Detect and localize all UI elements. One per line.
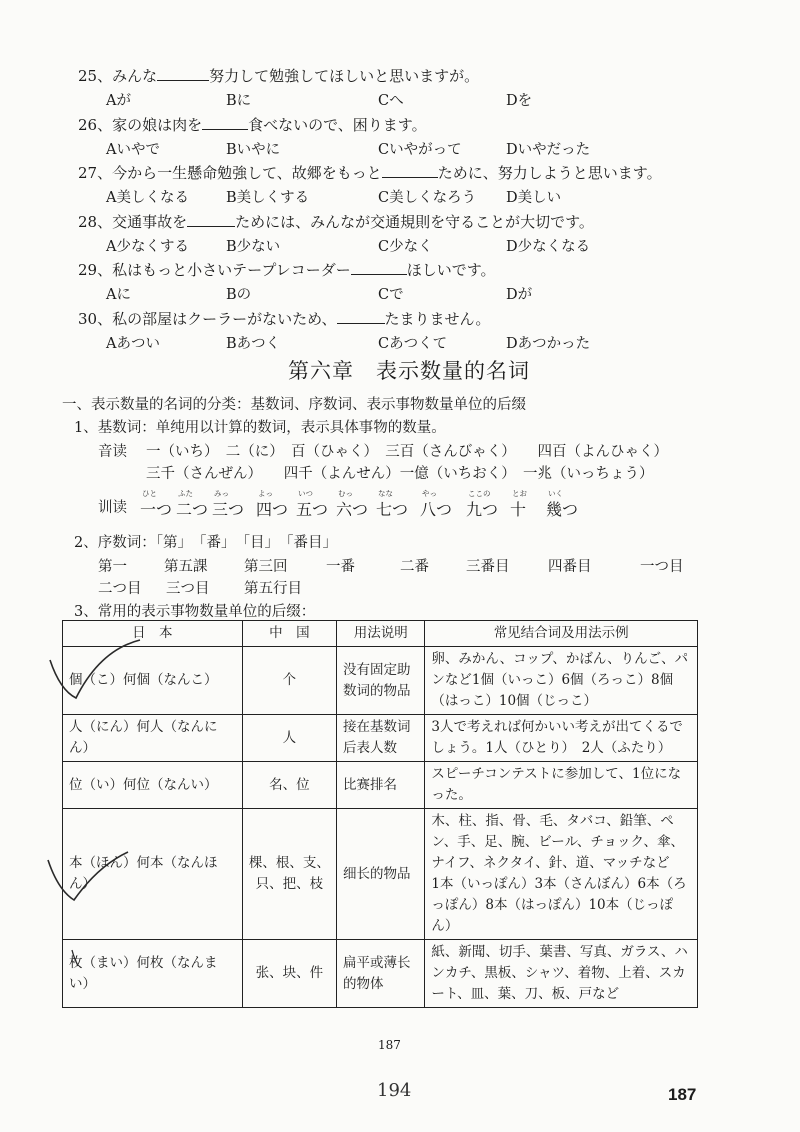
kunyomi-word: 七つ <box>376 500 409 519</box>
kunyomi-furigana: ひと <box>142 489 157 498</box>
question-28-option-d: D少なくなる <box>506 238 591 255</box>
cell-chinese-equivalent: 名、位 <box>242 762 336 809</box>
question-number: 28、 <box>78 212 113 231</box>
cell-chinese-equivalent: 个 <box>242 647 336 715</box>
cell-examples: 木、柱、指、骨、毛、タバコ、鉛筆、ペン、手、足、腕、ビール、チョック、傘、ナイフ、ネクタイ、針、道、マッチなど 1本（いっぽん）3本（さんぼん）6本（ろっぽん）8本（はっぽん）10本（じっぽん） <box>425 809 698 940</box>
kunyomi-word: 八つ <box>420 500 453 519</box>
cell-usage: 比赛排名 <box>337 762 425 809</box>
question-text-before: 今から一生懸命勉強して、故郷をもっと <box>112 164 382 182</box>
kunyomi-furigana: とお <box>512 489 527 498</box>
question-number: 26、 <box>78 115 113 134</box>
question-29-option-c: Cで <box>378 287 404 303</box>
onyomi-line-1: 一（いち） 二（に） 百（ひゃく） 三百（さんびゃく） 四百（よんひゃく） <box>146 444 668 460</box>
header-japan: 日 本 <box>63 621 243 647</box>
page-number-right: 187 <box>668 1085 697 1104</box>
question-number: 27、 <box>78 164 113 182</box>
kunyomi-word: 九つ <box>466 500 499 519</box>
question-text-before: 家の娘は肉を <box>112 115 203 134</box>
cell-japanese-counter: 位（い）何位（なんい） <box>63 762 243 809</box>
question-number: 30、 <box>78 309 113 328</box>
kunyomi-label: 训读 <box>98 500 127 516</box>
kunyomi-furigana: いつ <box>298 489 313 498</box>
check-mark-3 <box>72 950 78 966</box>
header-examples: 常见结合词及用法示例 <box>425 621 698 647</box>
page-number-center: 194 <box>377 1080 412 1101</box>
question-25-option-a: Aが <box>106 93 131 109</box>
question-26-option-b: Bいやに <box>226 141 281 158</box>
suffix-heading: 3、常用的表示事物数量单位的后缀： <box>74 604 316 620</box>
question-text-after: たまりません。 <box>384 309 491 328</box>
question-27-option-d: D美しい <box>506 190 562 206</box>
kunyomi-word: 四つ <box>256 500 289 519</box>
question-28-option-a: A少なくする <box>106 238 189 255</box>
chapter-title: 第六章 表示数量的名词 <box>288 359 530 383</box>
question-text-before: 私の部屋はクーラーがないため、 <box>112 309 337 328</box>
cell-japanese-counter: 本（ほん）何本（なんほん） <box>63 809 243 940</box>
kunyomi-furigana: よっ <box>258 489 273 498</box>
onyomi-line-2: 三千（さんぜん） 四千（よんせん）一億（いちおく） 一兆（いっちょう） <box>146 466 654 482</box>
ordinal-item: 四番目 <box>548 559 592 575</box>
ordinal-item: 二つ目 <box>98 581 142 597</box>
cell-chinese-equivalent: 棵、根、支、只、把、枝 <box>242 809 336 940</box>
header-usage: 用法说明 <box>337 621 425 647</box>
ordinal-item: 三つ目 <box>166 581 210 597</box>
ordinal-item: 一番 <box>326 559 355 575</box>
question-26-option-c: Cいやがって <box>378 141 462 158</box>
ordinal-heading: 2、序数词：「第」 「番」 「目」 「番目」 <box>74 535 337 551</box>
question-number: 29、 <box>78 261 113 279</box>
kunyomi-word: 三つ <box>212 500 245 519</box>
kunyomi-word: 二つ <box>176 500 209 519</box>
question-text-after: ために、努力しようと思います。 <box>437 164 662 182</box>
question-29-option-d: Dが <box>506 287 533 303</box>
kunyomi-word: 五つ <box>296 500 329 519</box>
page-number-inline: 187 <box>378 1038 401 1052</box>
cell-usage: 细长的物品 <box>337 809 425 940</box>
kunyomi-word: 一つ <box>140 500 173 519</box>
kunyomi-furigana: ここの <box>468 489 491 498</box>
question-text-after: ためには、みんなが交通規則を守ることが大切です。 <box>235 212 594 231</box>
question-27-option-b: B美しくする <box>226 190 310 206</box>
cell-usage: 没有固定助数词的物品 <box>337 647 425 715</box>
ordinal-item: 二番 <box>400 559 429 575</box>
question-30-option-c: Cあつくて <box>378 335 448 352</box>
question-27-option-a: A美しくなる <box>106 190 189 206</box>
kunyomi-word: 六つ <box>336 500 369 519</box>
cell-examples: 3人で考えれば何かいい考えが出てくるでしょう。1人（ひとり） 2人（ふたり） <box>425 715 698 762</box>
header-china: 中 国 <box>242 621 336 647</box>
question-25-option-b: Bに <box>226 93 252 109</box>
cell-examples: スピーチコンテストに参加して、1位になった。 <box>425 762 698 809</box>
ordinal-item: 第五行目 <box>244 581 302 597</box>
question-29-option-b: Bの <box>226 287 252 303</box>
kunyomi-furigana: やっ <box>422 489 437 498</box>
check-mark-1 <box>50 640 140 698</box>
check-mark-2 <box>48 852 128 900</box>
question-number: 25、 <box>78 67 113 85</box>
question-text-before: 私はもっと小さいテープレコーダー <box>112 261 351 279</box>
ordinal-item: 第五課 <box>164 559 208 575</box>
onyomi-label: 音读 <box>98 444 127 460</box>
question-30-option-a: Aあつい <box>106 335 160 352</box>
question-26-option-d: Dいやだった <box>506 141 591 158</box>
question-29-option-a: Aに <box>106 287 131 303</box>
question-text-after: 食べないので、困ります。 <box>248 115 427 134</box>
ordinal-item: 第三回 <box>244 559 288 575</box>
cell-usage: 接在基数词后表人数 <box>337 715 425 762</box>
question-30-option-b: Bあつく <box>226 335 281 352</box>
cell-chinese-equivalent: 张、块、件 <box>242 940 336 1008</box>
cell-chinese-equivalent: 人 <box>242 715 336 762</box>
section-heading: 一、表示数量的名词的分类：基数词、序数词、表示事物数量单位的后缀 <box>62 397 526 413</box>
cell-japanese-counter: 枚（まい）何枚（なんまい） <box>63 940 243 1008</box>
cell-examples: 卵、みかん、コップ、かばん、りんご、パンなど1個（いっこ）6個（ろっこ）8個（はっこ）10個（じっこ） <box>425 647 698 715</box>
ordinal-item: 一つ目 <box>640 559 684 575</box>
question-text-after: 努力して勉強してほしいと思いますが。 <box>209 67 480 85</box>
question-27-option-c: C美しくなろう <box>378 190 477 206</box>
question-25-option-c: Cへ <box>378 93 404 109</box>
kunyomi-furigana: ふた <box>178 489 193 498</box>
ordinal-item: 第一 <box>98 559 127 575</box>
kunyomi-furigana: みっ <box>214 489 229 498</box>
cell-japanese-counter: 個（こ）何個（なんこ） <box>63 647 243 715</box>
kunyomi-furigana: いく <box>548 489 563 498</box>
cell-usage: 扁平或薄长的物体 <box>337 940 425 1008</box>
kunyomi-word: 十 <box>510 500 527 519</box>
question-25-option-d: Dを <box>506 93 533 109</box>
ordinal-item: 三番目 <box>466 559 510 575</box>
question-text-before: 交通事故を <box>112 212 188 231</box>
cell-japanese-counter: 人（にん）何人（なんにん） <box>63 715 243 762</box>
cardinal-heading: 1、基数词：单纯用以计算的数词，表示具体事物的数量。 <box>74 420 446 436</box>
kunyomi-word: 幾つ <box>546 500 579 519</box>
kunyomi-furigana: なな <box>378 489 393 498</box>
question-text-before: みんな <box>112 67 158 85</box>
question-26-option-a: Aいやで <box>106 141 160 158</box>
question-30-option-d: Dあつかった <box>506 335 591 352</box>
question-text-after: ほしいです。 <box>406 261 496 279</box>
question-28-option-c: C少なく <box>378 238 433 255</box>
cell-examples: 紙、新聞、切手、葉書、写真、ガラス、ハンカチ、黒板、シャツ、着物、上着、スカート、皿、葉、刀、板、戸など <box>425 940 698 1008</box>
question-28-option-b: B少ない <box>226 238 281 255</box>
kunyomi-furigana: むっ <box>338 489 353 498</box>
